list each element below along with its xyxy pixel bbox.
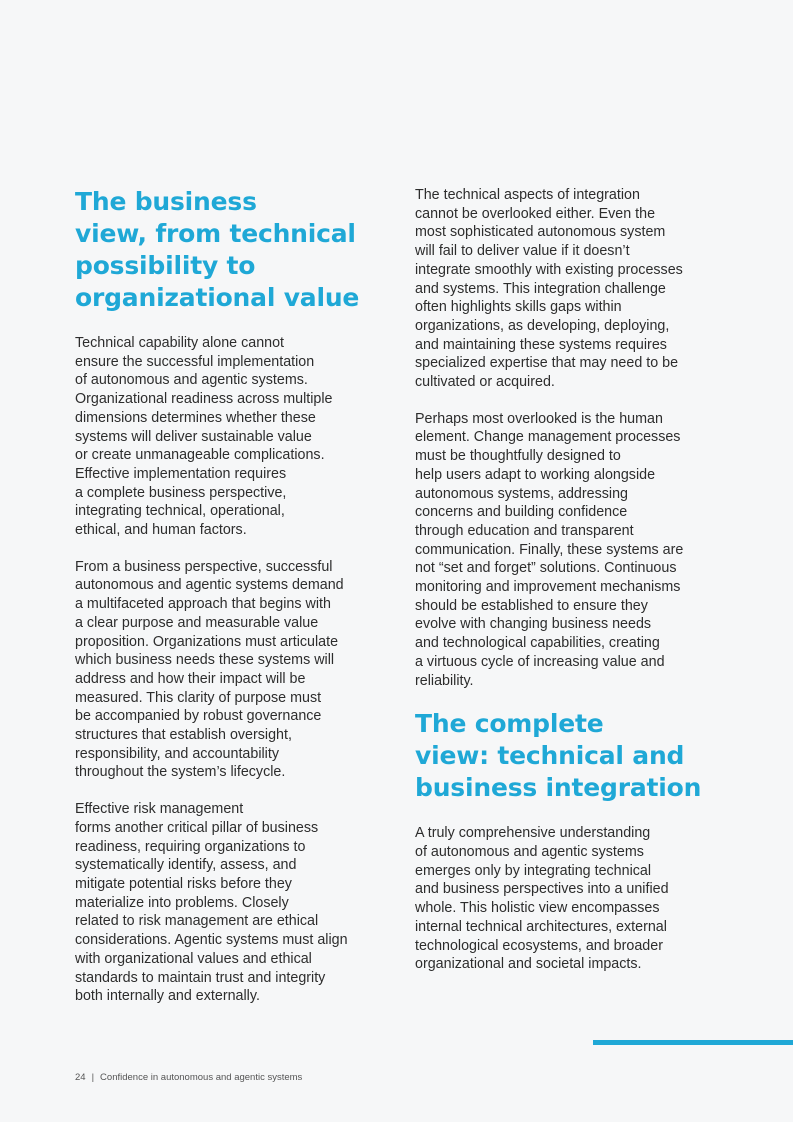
text-line: Perhaps most overlooked is the human <box>415 410 663 427</box>
text-line: forms another critical pillar of business <box>75 819 319 836</box>
text-line: autonomous and agentic systems demand <box>75 577 344 594</box>
text-line: integrating technical, operational, <box>75 503 285 520</box>
text-line: element. Change management processes <box>415 429 681 446</box>
text-line: through education and transparent <box>415 522 634 539</box>
heading-line: The complete <box>415 709 604 739</box>
heading-line: organizational value <box>75 283 360 312</box>
text-line: and business perspectives into a unified <box>415 881 669 898</box>
text-line: whole. This holistic view encompasses <box>415 900 660 917</box>
text-line: be accompanied by robust governance <box>75 708 322 725</box>
heading-line: business integration <box>415 773 702 803</box>
text-line: considerations. Agentic systems must align <box>75 932 348 949</box>
text-line: proposition. Organizations must articulate <box>75 633 339 650</box>
body-paragraph-technical-capability <box>75 334 385 540</box>
text-line: must be thoughtfully designed to <box>415 448 621 465</box>
heading-line: possibility to <box>75 251 256 280</box>
accent-bar <box>593 1040 793 1045</box>
text-line: monitoring and improvement mechanisms <box>415 579 681 596</box>
text-line: reliability. <box>415 672 474 689</box>
text-line: of autonomous and agentic systems. <box>75 372 308 389</box>
text-line: not “set and forget” solutions. Continuous <box>415 560 677 577</box>
text-line: organizational and societal impacts. <box>415 956 642 973</box>
section-heading-business-view <box>75 186 385 314</box>
text-line: specialized expertise that may need to be <box>415 355 679 372</box>
text-line: Organizational readiness across multiple <box>75 391 333 408</box>
text-line: concerns and building confidence <box>415 504 628 521</box>
text-line: readiness, requiring organizations to <box>75 838 306 855</box>
text-line: which business needs these systems will <box>75 652 335 669</box>
text-line: will fail to deliver value if it doesn’t <box>415 243 630 260</box>
text-line: cannot be overlooked either. Even the <box>415 205 656 222</box>
text-line: materialize into problems. Closely <box>75 894 289 911</box>
text-line: and maintaining these systems requires <box>415 336 667 353</box>
text-line: internal technical architectures, external <box>415 918 667 935</box>
page-footer <box>75 1072 302 1083</box>
text-line: or create unmanageable complications. <box>75 447 325 464</box>
body-paragraph-risk-management <box>75 800 385 1006</box>
text-line: standards to maintain trust and integrity <box>75 969 326 986</box>
text-line: a virtuous cycle of increasing value and <box>415 653 665 670</box>
body-paragraph-business-perspective <box>75 558 385 782</box>
text-line: systematically identify, assess, and <box>75 857 297 874</box>
text-line: Effective risk management <box>75 801 244 818</box>
text-line: autonomous systems, addressing <box>415 485 628 502</box>
heading-line: view: technical and <box>415 741 685 771</box>
text-line: help users adapt to working alongside <box>415 466 656 483</box>
text-line: integrate smoothly with existing processes <box>415 261 683 278</box>
text-line: dimensions determines whether these <box>75 409 316 426</box>
text-line: often highlights skills gaps within <box>415 299 622 316</box>
text-line: ethical, and human factors. <box>75 522 247 539</box>
text-line: organizations, as developing, deploying, <box>415 317 670 334</box>
page-number: 24 <box>75 1072 86 1083</box>
text-line: Technical capability alone cannot <box>75 335 285 351</box>
text-line: and technological capabilities, creating <box>415 635 660 652</box>
left-column <box>75 186 385 1024</box>
text-line: with organizational values and ethical <box>75 950 312 967</box>
text-line: both internally and externally. <box>75 988 260 1005</box>
text-line: mitigate potential risks before they <box>75 875 292 892</box>
text-line: ensure the successful implementation <box>75 353 315 370</box>
text-line: measured. This clarity of purpose must <box>75 689 322 706</box>
footer-document-title: Confidence in autonomous and agentic systems <box>100 1072 303 1083</box>
heading-line: The business <box>75 187 257 216</box>
text-line: From a business perspective, successful <box>75 558 333 575</box>
text-line: a multifaceted approach that begins with <box>75 596 331 613</box>
text-line: and systems. This integration challenge <box>415 280 666 297</box>
text-line: emerges only by integrating technical <box>415 862 652 879</box>
text-line: a clear purpose and measurable value <box>75 614 319 631</box>
text-line: evolve with changing business needs <box>415 616 652 633</box>
text-line: The technical aspects of integration <box>415 187 640 203</box>
text-line: a complete business perspective, <box>75 484 287 501</box>
text-line: systems will deliver sustainable value <box>75 428 312 445</box>
text-line: of autonomous and agentic systems <box>415 843 644 860</box>
section-heading-complete-view <box>415 708 725 804</box>
footer-separator: | <box>91 1072 95 1083</box>
text-line: address and how their impact will be <box>75 670 306 687</box>
text-line: throughout the system’s lifecycle. <box>75 764 286 781</box>
text-line: communication. Finally, these systems are <box>415 541 684 558</box>
text-line: most sophisticated autonomous system <box>415 224 666 241</box>
text-line: technological ecosystems, and broader <box>415 937 663 954</box>
heading-line: view, from technical <box>75 219 356 248</box>
text-line: cultivated or acquired. <box>415 374 555 391</box>
text-line: structures that establish oversight, <box>75 727 292 744</box>
text-line: Effective implementation requires <box>75 465 287 482</box>
text-line: responsibility, and accountability <box>75 745 279 762</box>
right-column <box>415 186 725 992</box>
text-line: related to risk management are ethical <box>75 913 319 930</box>
body-paragraph-technical-integration <box>415 186 725 392</box>
body-paragraph-human-element <box>415 410 725 691</box>
text-line: should be established to ensure they <box>415 597 648 614</box>
body-paragraph-comprehensive-understanding <box>415 824 725 974</box>
text-line: A truly comprehensive understanding <box>415 825 651 842</box>
